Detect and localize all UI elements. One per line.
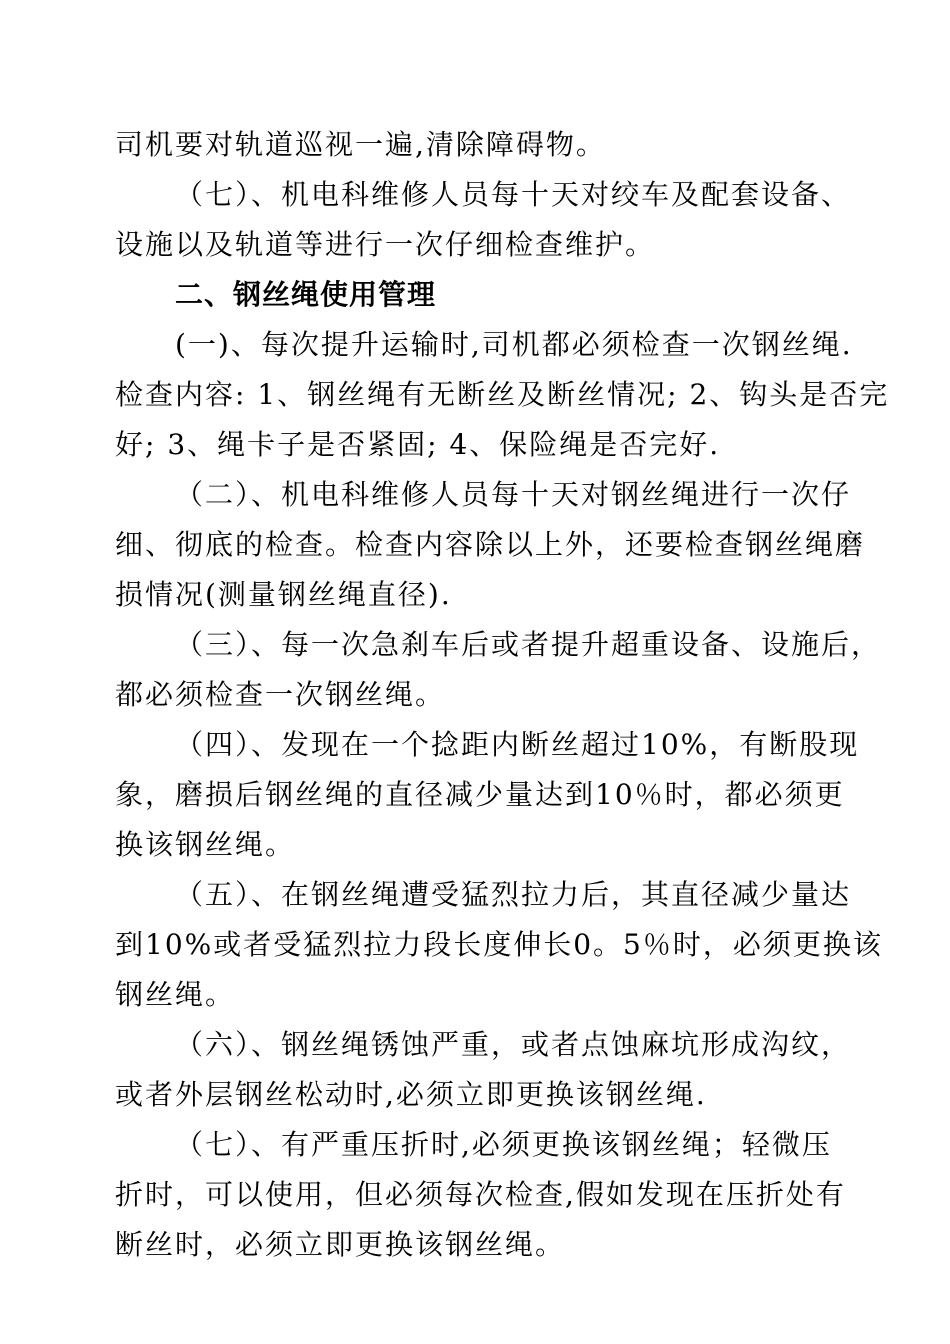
text-line: 断丝时，必须立即更换该钢丝绳。 (115, 1228, 566, 1261)
text-line: （七）、机电科维修人员每十天对绞车及配套设备、 (175, 178, 852, 211)
text-line: 损情况(测量钢丝绳直径). (115, 578, 452, 611)
text-line: 到10%或者受猛烈拉力段长度伸长0。5％时，必须更换该 (115, 928, 883, 961)
section-heading: 二、钢丝绳使用管理 (175, 278, 437, 311)
text-line: 司机要对轨道巡视一遍,清除障碍物。 (115, 128, 606, 161)
text-line: （四）、发现在一个捻距内断丝超过10%，有断股现 (175, 728, 860, 761)
text-line: 钢丝绳。 (115, 978, 236, 1011)
text-line: 好; 3、绳卡子是否紧固; 4、保险绳是否完好. (115, 428, 721, 461)
text-line: （三）、每一次急刹车后或者提升超重设备、设施后， (175, 628, 882, 661)
text-line: (一)、每次提升运输时,司机都必须检查一次钢丝绳. (175, 328, 853, 361)
text-line: （二）、机电科维修人员每十天对钢丝绳进行一次仔 (175, 478, 852, 511)
text-line: （七）、有严重压折时,必须更换该钢丝绳；轻微压 (175, 1128, 832, 1161)
text-line: 象，磨损后钢丝绳的直径减少量达到10％时，都必须更 (115, 778, 845, 811)
text-line: （五）、在钢丝绳遭受猛烈拉力后，其直径减少量达 (175, 878, 852, 911)
text-line: 换该钢丝绳。 (115, 828, 296, 861)
text-line: 细、彻底的检查。检查内容除以上外，还要检查钢丝绳磨 (115, 528, 866, 561)
text-line: （六）、钢丝绳锈蚀严重，或者点蚀麻坑形成沟纹， (175, 1028, 852, 1061)
text-line: 折时，可以使用，但必须每次检查,假如发现在压折处有 (115, 1178, 846, 1211)
text-line: 都必须检查一次钢丝绳。 (115, 678, 446, 711)
text-line: 检查内容: 1、钢丝绳有无断丝及断丝情况; 2、钩头是否完 (115, 378, 890, 411)
text-line: 设施以及轨道等进行一次仔细检查维护。 (115, 228, 656, 261)
text-line: 或者外层钢丝松动时,必须立即更换该钢丝绳. (115, 1078, 707, 1111)
